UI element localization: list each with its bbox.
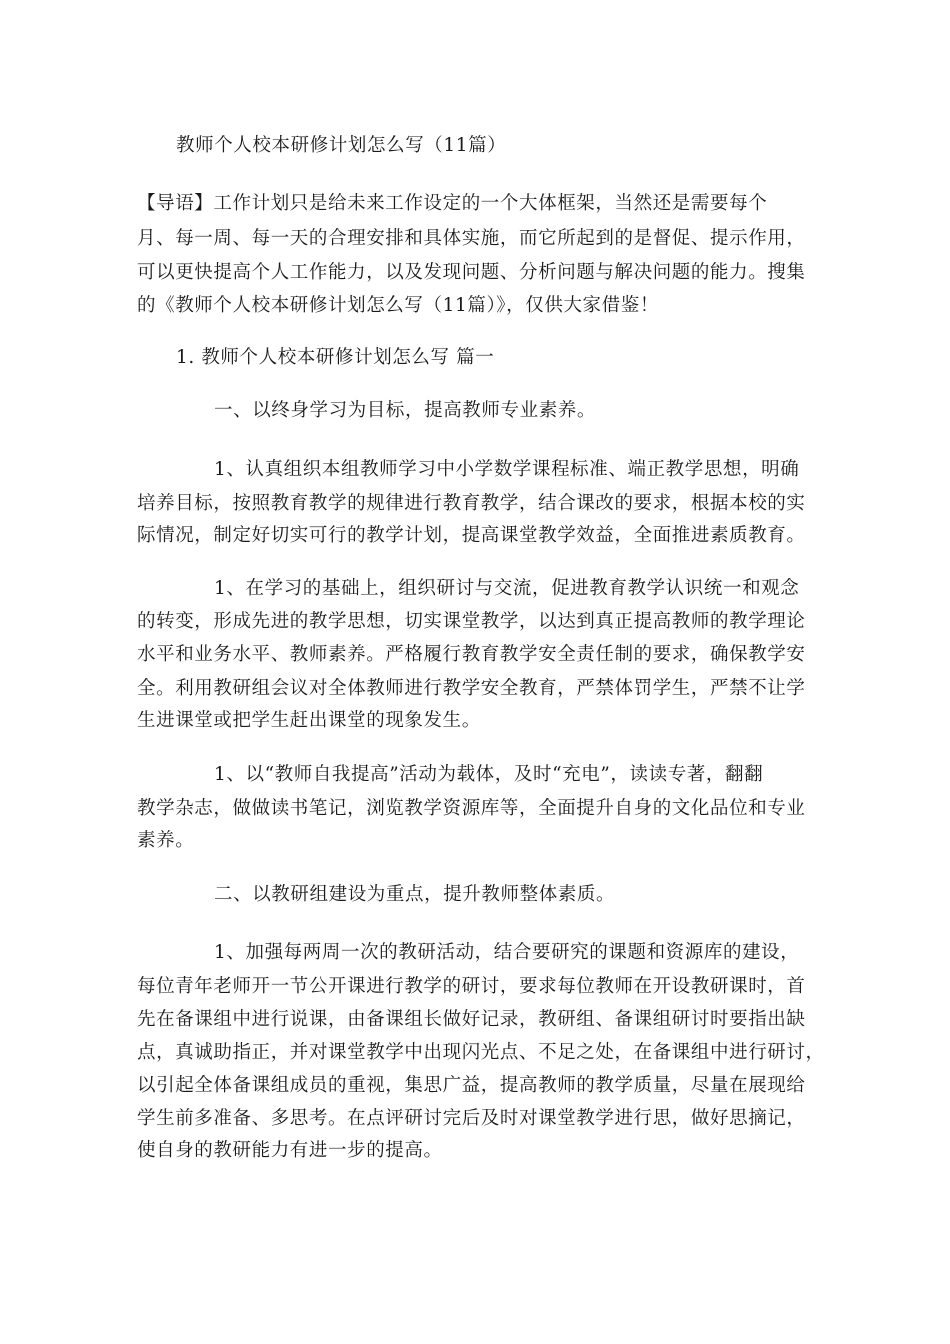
paragraph-line: 素养。 [137, 830, 195, 851]
paragraph-line: 的转变，形成先进的教学思想，切实课堂教学，以达到真正提高教师的教学理论 [137, 611, 806, 632]
paragraph-line: 培养目标，按照教育教学的规律进行教育教学，结合课改的要求，根据本校的实 [137, 493, 806, 514]
paragraph-line: 生进课堂或把学生赶出课堂的现象发生。 [137, 710, 481, 731]
paragraph-line: 使自身的教研能力有进一步的提高。 [137, 1140, 443, 1161]
document-title: 教师个人校本研修计划怎么写（11篇） [176, 135, 507, 156]
paragraph-line: 1、在学习的基础上，组织研讨与交流，促进教育教学认识统一和观念 [214, 578, 800, 599]
paragraph-line: 以引起全体备课组成员的重视，集思广益，提高教师的教学质量，尽量在展现给 [137, 1075, 806, 1096]
paragraph-line: 先在备课组中进行说课，由备课组长做好记录，教研组、备课组研讨时要指出缺 [137, 1009, 806, 1030]
paragraph-line: 际情况，制定好切实可行的教学计划，提高课堂教学效益，全面推进素质教育。 [137, 525, 806, 546]
paragraph-line: 1、认真组织本组教师学习中小学数学课程标准、端正教学思想，明确 [214, 459, 800, 480]
paragraph-line: 水平和业务水平、教师素养。严格履行教育教学安全责任制的要求，确保教学安 [137, 644, 806, 665]
paragraph-line: 全。利用教研组会议对全体教师进行教学安全教育，严禁体罚学生，严禁不让学 [137, 678, 806, 699]
paragraph-line: 教学杂志，做做读书笔记，浏览教学资源库等，全面提升自身的文化品位和专业 [137, 798, 806, 819]
section-heading: 1. 教师个人校本研修计划怎么写 篇一 [176, 347, 495, 368]
part-heading: 二、以教研组建设为重点，提升教师整体素质。 [214, 884, 616, 905]
intro-line: 的《教师个人校本研修计划怎么写（11篇）》，仅供大家借鉴！ [137, 295, 659, 316]
paragraph-line: 学生前多准备、多思考。在点评研讨完后及时对课堂教学进行思，做好思摘记， [137, 1108, 806, 1129]
paragraph-line: 点，真诚助指正，并对课堂教学中出现闪光点、不足之处，在备课组中进行研讨， [137, 1042, 825, 1063]
part-heading: 一、以终身学习为目标，提高教师专业素养。 [214, 400, 597, 421]
intro-line: 月、每一周、每一天的合理安排和具体实施，而它所起到的是督促、提示作用， [137, 228, 806, 249]
intro-line: 可以更快提高个人工作能力，以及发现问题、分析问题与解决问题的能力。搜集 [137, 262, 806, 283]
paragraph-line: 每位青年老师开一节公开课进行教学的研讨，要求每位教师在开设教研课时，首 [137, 976, 806, 997]
paragraph-line: 1、以“教师自我提高”活动为载体，及时“充电”，读读专著，翻翻 [214, 764, 764, 785]
intro-line: 【导语】工作计划只是给未来工作设定的一个大体框架，当然还是需要每个 [137, 193, 768, 214]
paragraph-line: 1、加强每两周一次的教研活动，结合要研究的课题和资源库的建设， [214, 942, 800, 963]
